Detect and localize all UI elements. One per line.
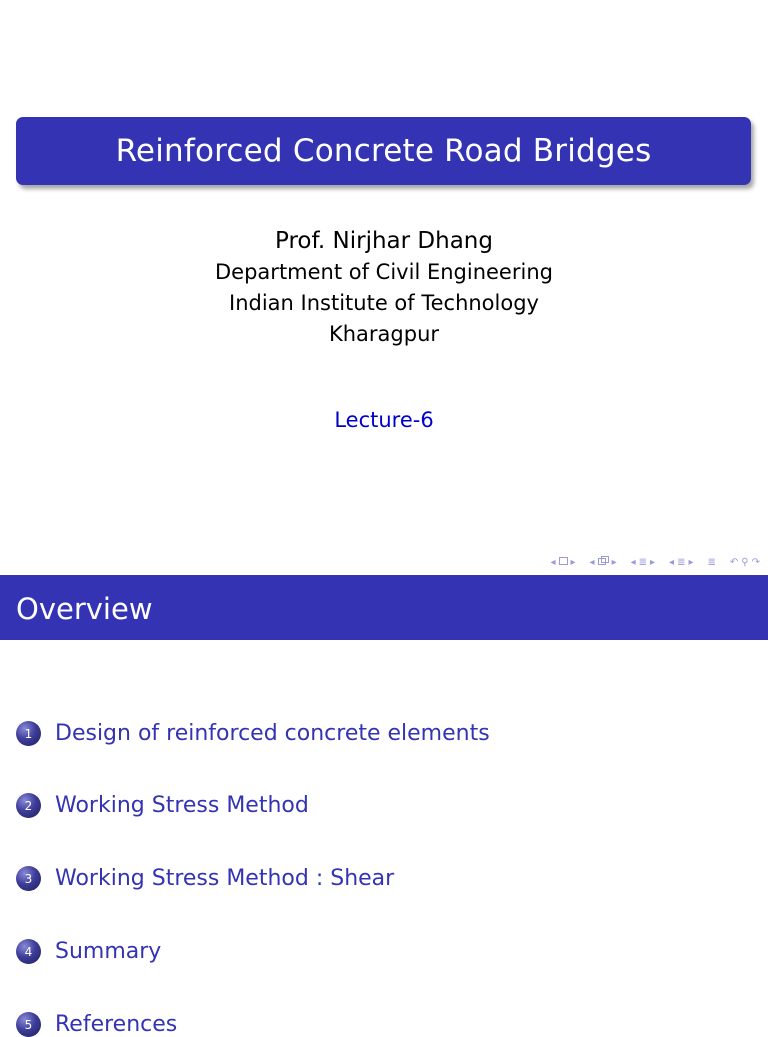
nav-next-section-icon-2[interactable]: ▸ — [688, 557, 694, 568]
nav-prev-frame-icon[interactable]: ◂ — [550, 557, 556, 568]
toc-item[interactable] — [16, 793, 309, 818]
toc-link[interactable]: Working Stress Method : Shear — [55, 866, 395, 891]
author-department: Department of Civil Engineering — [215, 260, 553, 284]
nav-search-icon[interactable]: ⚲ — [741, 557, 749, 568]
toc-item[interactable] — [16, 721, 490, 746]
toc-number-bullet: 4 — [16, 939, 41, 964]
nav-forward-icon[interactable]: ↷ — [751, 557, 760, 568]
nav-prev-section-icon-2[interactable]: ◂ — [669, 557, 675, 568]
beamer-navigation-bar — [550, 556, 760, 570]
toc-item[interactable] — [16, 939, 161, 964]
nav-subsection-icon[interactable] — [598, 556, 609, 570]
presentation-title: Reinforced Concrete Road Bridges — [115, 133, 652, 169]
toc-link[interactable]: References — [55, 1012, 178, 1037]
nav-doc-icon[interactable]: ≣ — [707, 557, 716, 568]
toc-item[interactable] — [16, 866, 394, 891]
nav-prev-section-icon[interactable]: ◂ — [630, 557, 636, 568]
toc-link[interactable]: Summary — [55, 939, 162, 964]
author-name: Prof. Nirjhar Dhang — [275, 228, 493, 254]
title-box — [16, 117, 751, 185]
frame-title-bar — [0, 575, 768, 640]
toc-number-bullet: 2 — [16, 793, 41, 818]
nav-section-icon-2[interactable]: ≣ — [677, 557, 686, 568]
toc-number-bullet: 5 — [16, 1012, 41, 1037]
lecture-label: Lecture-6 — [334, 408, 434, 432]
nav-next-frame-icon[interactable]: ▸ — [570, 557, 576, 568]
toc-number-bullet: 3 — [16, 866, 41, 891]
nav-back-icon[interactable]: ↶ — [729, 557, 739, 568]
author-institute: Indian Institute of Technology — [229, 291, 539, 315]
overview-slide — [0, 575, 768, 1037]
toc-item[interactable] — [16, 1012, 177, 1037]
author-city: Kharagpur — [328, 322, 440, 346]
nav-next-section-icon[interactable]: ▸ — [650, 557, 656, 568]
author-block — [0, 225, 768, 350]
nav-frame-icon[interactable] — [559, 556, 568, 570]
toc-link[interactable]: Design of reinforced concrete elements — [55, 721, 490, 746]
nav-section-icon[interactable]: ≣ — [638, 557, 648, 568]
toc-link[interactable]: Working Stress Method — [55, 793, 309, 818]
toc-number-bullet: 1 — [16, 721, 41, 746]
nav-next-subsection-icon[interactable]: ▸ — [611, 557, 617, 568]
frame-title: Overview — [16, 592, 153, 626]
nav-prev-subsection-icon[interactable]: ◂ — [589, 557, 595, 568]
